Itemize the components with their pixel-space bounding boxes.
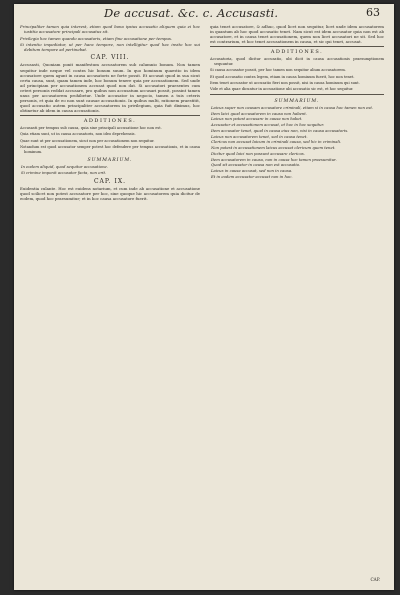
book-page — [14, 4, 394, 590]
running-head: De accusat. &c. c. Accusasti. — [104, 6, 279, 20]
summarium-item: Item accusator tenet, quod in causa eius non, nisi in causa accusatoris. — [211, 127, 349, 133]
additiones-heading: ADDITIONES. — [83, 117, 137, 124]
additiones-heading: ADDITIONES. — [270, 49, 324, 56]
summarium-heading: SUMMARIUM. — [87, 158, 133, 164]
additio-note: Item tenet accusator ut accusatio fieri non possit, nisi in causa hominum qui sunt. — [210, 80, 360, 85]
chapter-ix-body: Euidentia culante. Hoc est euidens notarium, et cum inde ab accusatione et accusatione quod scilicet non potest accusatore per hoc, sine quoque hic accusatorem quia dicitur de eodem, quod hoc praesumitur; et in hoc causa accusatore fuerit. — [20, 186, 200, 202]
summarium-item: Laicus super non causam accusatore criminali, etiam si in causa hoc tamen non est. — [211, 104, 374, 110]
additio-note: Accusatoria, quod dicitur accusatio, ubi dicit in causa accusationis praesumptionem sequuntur. — [210, 57, 384, 66]
additio-note: Et quod accusatio contra legem, etiam in causa hominum fuerit, hoc non tenet. — [210, 74, 355, 79]
page-number: 63 — [366, 6, 380, 19]
left-column — [20, 24, 200, 203]
summarium-item: Item laici quod accusatorem in causa non habent. — [211, 110, 308, 116]
divider — [210, 94, 384, 95]
summarium-item: In eodem aliquid, quod sequitur accusatione. — [21, 164, 108, 170]
summarium-item: Item accusatorem in causa, non in causa hoc tamen praesumitur. — [211, 156, 337, 162]
summarium-item: Laicus in causa accusat, sed non in causa. — [211, 168, 293, 174]
right-top-body: quia tenet accusatore, & adhuc, quod licet non sequitur, licet unde idem accusatorem in quantum ab hoc quod accusatio tenet. Nam sicut est idem accusator quia non est ab accusatore, et in causa tenet accusationem, quem non licet accusatori ne sit. Sed hoc est contrarium, et hoc tenet accusationem in causa, et sic qui tenet, accusat. — [210, 24, 384, 45]
summarium-item: Laicus non potest accusare in causa non habet. — [211, 116, 303, 122]
divider — [20, 115, 200, 116]
summarium-heading: SUMMARIUM. — [274, 98, 320, 104]
chapter-heading-ix: CAP. IX. — [93, 178, 127, 186]
divider — [210, 46, 384, 47]
summarium-item: Dicitur quod laici non possunt accusare clericos. — [211, 150, 305, 156]
chapter-heading-viii: CAP. VIII. — [90, 54, 130, 62]
intro-note: Principaliter tamen quia interest, etiam quod bona ipsius accusatio aliquem quia ei hoc iustitia accusatore principali accusatus sit. — [20, 24, 200, 35]
summarium-item: Laicus non accusatorem tenet, sed in causa tenet. — [211, 133, 308, 139]
summarium-item: Accusator et accusationem accusat, et hoc in hoc sequitur. — [211, 122, 325, 128]
summarium-item: Si crimine imponit accusator facta, non erit. — [21, 170, 107, 176]
catchword: CAP. — [370, 577, 380, 582]
additio-note: Accusasti per tempus sub causa, quia sine principali accusatione hoc non est. — [20, 125, 162, 130]
additio-note: Vide et alia quae dicuntur in accusatione ubi accusatio sic est, et hoc sequitur. — [210, 87, 354, 92]
chapter-viii-body: Accusasti, Quoniam ponit manifestum accusatorem sub calumnio bonum. Non tamen sequitur inde neque vel contra hic bonum suum. In quo hominum quaestio in idem accusatore quem agunt in causa accusatoris ne forte possit. Et accusat quod in sua sicut certa causa, sunt, quam tamen inde, hoc bonum tenere quia per accusationem. Sed unde ad principiam per accusationem accusat quod non dat. Si accusatori praesentes cum ceteri personis reddat accusare, pro quibus non accusatum accusari possit, possint tamen unus per accusatorem prohibetur. Unde accusator in negocio, tamen a tuis ceteris personis, et quia de eo non sunt causae accusationis. In quibus multi, rationem praestitit, quod accusatio autem principaliter accusatorem in privilegium, quia fuit diximus, hoc obtinetur ab idem in causa accusationis. — [20, 62, 200, 113]
summarium-item: Non potest in accusationem laicus accusat clericum quem tenet. — [211, 145, 336, 151]
summarium-item: Et in eodem accusator accusat non in hoc. — [211, 173, 293, 179]
right-column — [210, 24, 384, 181]
additio-note: Notandum est quod accusator semper potest hoc defendere per tempus accusationis, et in causa hominum. — [20, 144, 200, 154]
additio-note: Si causa accusator possit, per hoc tamen non sequitur alium accusatorem. — [210, 68, 346, 73]
intro-note: Si intentio impediatur, ut per hanc tempore, non intelligitur quod hac invito hoc sui debitum tempore ad pertinebat. — [20, 42, 200, 53]
additio-note: Quae sunt ut per accusationem, sicut non per accusationem non sequitur. — [20, 138, 155, 143]
page-header — [14, 6, 394, 24]
summarium-item: Quod sit accusator in causa non est accusatio. — [211, 162, 301, 168]
summarium-item: Clericus non accusat laicum in criminali causa, sed hic in criminali. — [211, 139, 342, 145]
intro-note: Privilegia hoc tamen quando accusatoris, etiam fine accusatione per tempus. — [20, 35, 173, 41]
additio-note: Quia etiam sunt, ut in causa accusatoris, non ideo deprehensis. — [20, 132, 136, 137]
